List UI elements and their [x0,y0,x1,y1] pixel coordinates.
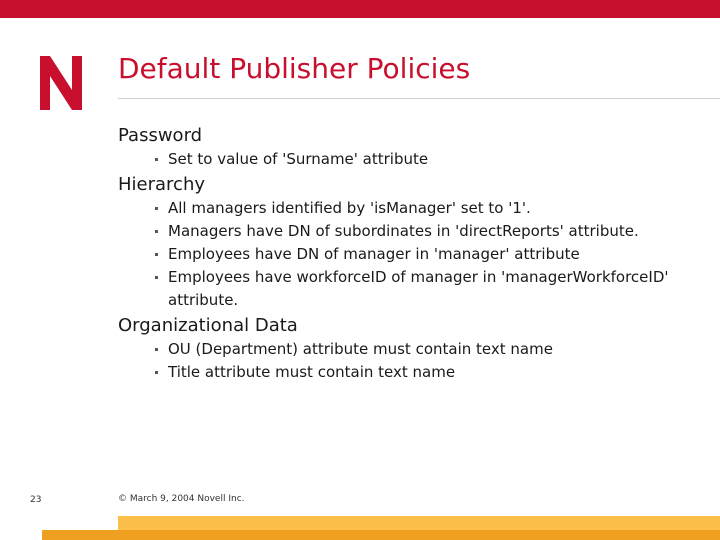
bullet-item: Managers have DN of subordinates in 'directReports' attribute. [118,220,708,243]
bullet-item: OU (Department) attribute must contain text name [118,338,708,361]
footer-bar-dark [42,530,720,540]
title-divider [118,98,720,99]
bullet-item: Title attribute must contain text name [118,361,708,384]
copyright-text: © March 9, 2004 Novell Inc. [118,494,245,504]
section-heading: Password [118,125,203,146]
novell-logo-icon [40,56,82,110]
bullet-item: Employees have workforceID of manager in 'managerWorkforceID' attribute. [118,266,708,312]
page-number: 23 [30,495,42,505]
slide-title: Default Publisher Policies [118,52,471,85]
bullet-item: Employees have DN of manager in 'manager' attribute [118,243,708,266]
top-accent-bar [0,0,720,18]
section-heading: Organizational Data [118,315,298,336]
section-hierarchy [118,173,708,314]
section-password [118,124,708,173]
footer-bar-light [118,516,720,530]
section-heading: Hierarchy [118,174,206,195]
bullet-list [118,197,708,314]
bullet-list [118,148,708,173]
section-organizational-data [118,314,708,386]
slide-content [118,124,708,386]
bullet-item: Set to value of 'Surname' attribute [118,148,708,171]
bullet-list [118,338,708,386]
bullet-item: All managers identified by 'isManager' set to '1'. [118,197,708,220]
